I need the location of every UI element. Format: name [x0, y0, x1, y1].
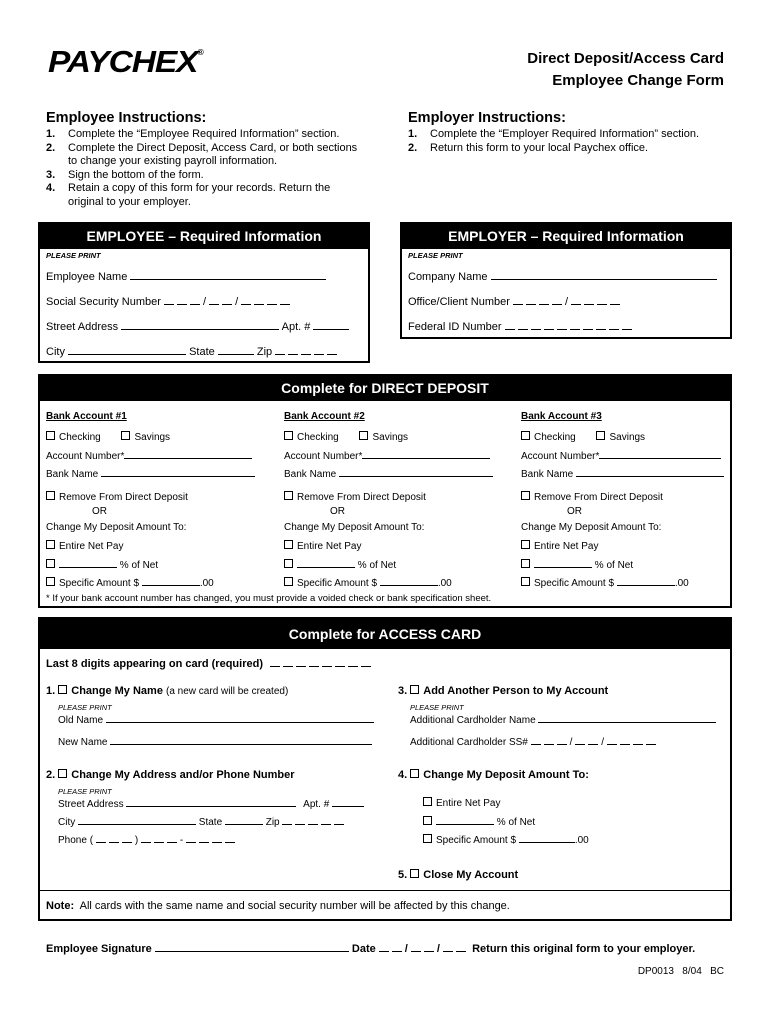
bank-account-heading: Bank Account #2 — [284, 411, 365, 422]
additional-cardholder-ssn-field[interactable]: Additional Cardholder SS# / / — [410, 735, 659, 748]
entire-net-checkbox[interactable]: Entire Net Pay — [46, 540, 123, 552]
percent-net-checkbox[interactable]: % of Net — [46, 558, 158, 571]
entire-net-checkbox[interactable]: Entire Net Pay — [521, 540, 598, 552]
bank-name-field[interactable]: Bank Name — [521, 467, 724, 480]
checking-checkbox[interactable]: Checking — [521, 432, 576, 443]
employer-instructions-heading: Employer Instructions: — [408, 110, 566, 126]
bank-account-heading: Bank Account #3 — [521, 411, 602, 422]
company-name-field[interactable]: Company Name — [408, 270, 717, 283]
bank-account-heading: Bank Account #1 — [46, 411, 127, 422]
please-print-note: PLEASE PRINT — [58, 703, 112, 712]
employee-instructions-list — [46, 128, 366, 209]
remove-checkbox[interactable]: Remove From Direct Deposit — [284, 491, 426, 503]
phone-field[interactable]: Phone ( ) - — [58, 833, 238, 846]
employee-name-field[interactable]: Employee Name — [46, 270, 326, 283]
office-client-number-field[interactable]: Office/Client Number / — [408, 295, 623, 308]
specific-amount-checkbox[interactable]: Specific Amount $ .00 — [284, 576, 452, 589]
add-person-option[interactable]: 3. Add Another Person to My Account — [398, 685, 609, 697]
close-account-option[interactable]: 5. Close My Account — [398, 869, 519, 881]
form-title-line2: Employee Change Form — [552, 72, 724, 89]
entire-net-checkbox[interactable]: Entire Net Pay — [284, 540, 361, 552]
city-state-zip-field[interactable]: City State Zip — [46, 345, 340, 358]
savings-checkbox[interactable]: Savings — [121, 432, 170, 443]
direct-deposit-section — [38, 374, 732, 608]
employer-required-section — [400, 222, 732, 339]
list-item: 2. Complete the Direct Deposit, Access Card, or both sections to change your existing payroll information. — [46, 141, 358, 167]
account-number-field[interactable]: Account Number* — [284, 449, 490, 462]
or-label: OR — [330, 506, 345, 517]
change-amount-label: Change My Deposit Amount To: — [521, 522, 662, 533]
change-address-option[interactable]: 2. Change My Address and/or Phone Number — [46, 769, 295, 781]
list-item: 4. Retain a copy of this form for your records. Return the original to your employer. — [46, 182, 331, 208]
city-state-zip-field[interactable]: City State Zip — [58, 815, 347, 828]
new-name-field[interactable]: New Name — [58, 735, 372, 748]
list-item: 1. Complete the “Employer Required Information” section. — [408, 128, 700, 140]
list-item: 3. Sign the bottom of the form. — [46, 168, 204, 181]
account-type-row — [46, 431, 170, 443]
or-label: OR — [92, 506, 107, 517]
please-print-note: PLEASE PRINT — [58, 787, 112, 796]
savings-checkbox[interactable]: Savings — [359, 432, 408, 443]
street-address-field[interactable]: Street Address Apt. # — [58, 797, 364, 810]
savings-checkbox[interactable]: Savings — [596, 432, 645, 443]
form-title-line1: Direct Deposit/Access Card — [527, 50, 724, 67]
account-number-field[interactable]: Account Number* — [521, 449, 721, 462]
account-number-field[interactable]: Account Number* — [46, 449, 252, 462]
street-address-field[interactable]: Street Address Apt. # — [46, 320, 349, 333]
return-instruction: Return this original form to your employer. — [472, 943, 696, 955]
account-type-row — [521, 431, 645, 443]
employer-section-title: EMPLOYER – Required Information — [402, 224, 730, 249]
bank-name-field[interactable]: Bank Name — [284, 467, 493, 480]
access-card-title: Complete for ACCESS CARD — [40, 619, 730, 649]
direct-deposit-title: Complete for DIRECT DEPOSIT — [40, 376, 730, 401]
employee-instructions-heading: Employee Instructions: — [46, 110, 207, 126]
employee-section-title: EMPLOYEE – Required Information — [40, 224, 368, 249]
federal-id-field[interactable]: Federal ID Number — [408, 320, 635, 333]
last-8-digits-field[interactable]: Last 8 digits appearing on card (required) — [46, 657, 374, 670]
percent-net-checkbox[interactable]: % of Net — [521, 558, 633, 571]
access-card-section — [38, 617, 732, 921]
additional-cardholder-name-field[interactable]: Additional Cardholder Name — [410, 713, 716, 726]
signature-field[interactable]: Employee Signature — [46, 943, 349, 955]
old-name-field[interactable]: Old Name — [58, 713, 374, 726]
change-name-option[interactable]: 1. Change My Name (a new card will be created) — [46, 685, 289, 697]
checking-checkbox[interactable]: Checking — [46, 432, 101, 443]
please-print-note: PLEASE PRINT — [408, 251, 463, 260]
or-label: OR — [567, 506, 582, 517]
bank-change-footnote: * If your bank account number has changed, you must provide a voided check or bank specification sheet. — [46, 593, 492, 604]
signature-row — [46, 942, 695, 955]
entire-net-checkbox[interactable]: Entire Net Pay — [423, 797, 500, 809]
list-item: 1. Complete the “Employee Required Information” section. — [46, 128, 340, 140]
percent-net-checkbox[interactable]: % of Net — [284, 558, 396, 571]
employee-required-section — [38, 222, 370, 363]
please-print-note: PLEASE PRINT — [410, 703, 464, 712]
remove-checkbox[interactable]: Remove From Direct Deposit — [521, 491, 663, 503]
checking-checkbox[interactable]: Checking — [284, 432, 339, 443]
form-code: DP0013 8/04 BC — [637, 966, 724, 977]
specific-amount-checkbox[interactable]: Specific Amount $ .00 — [46, 576, 214, 589]
access-card-note: Note: All cards with the same name and social security number will be affected by this change. — [46, 900, 510, 912]
change-amount-label: Change My Deposit Amount To: — [284, 522, 425, 533]
specific-amount-checkbox[interactable]: Specific Amount $ .00 — [423, 833, 589, 846]
change-deposit-amount-option[interactable]: 4. Change My Deposit Amount To: — [398, 769, 589, 781]
change-amount-label: Change My Deposit Amount To: — [46, 522, 187, 533]
percent-net-checkbox[interactable]: % of Net — [423, 815, 535, 828]
bank-name-field[interactable]: Bank Name — [46, 467, 255, 480]
please-print-note: PLEASE PRINT — [46, 251, 101, 260]
specific-amount-checkbox[interactable]: Specific Amount $ .00 — [521, 576, 689, 589]
date-field[interactable]: Date / / — [352, 943, 469, 955]
employer-instructions-list — [408, 128, 728, 155]
divider — [40, 890, 730, 891]
account-type-row — [284, 431, 408, 443]
list-item: 2. Return this form to your local Paychex office. — [408, 141, 649, 154]
paychex-logo: PAYCHEX® — [48, 44, 203, 79]
remove-checkbox[interactable]: Remove From Direct Deposit — [46, 491, 188, 503]
ssn-field[interactable]: Social Security Number / / — [46, 295, 293, 308]
